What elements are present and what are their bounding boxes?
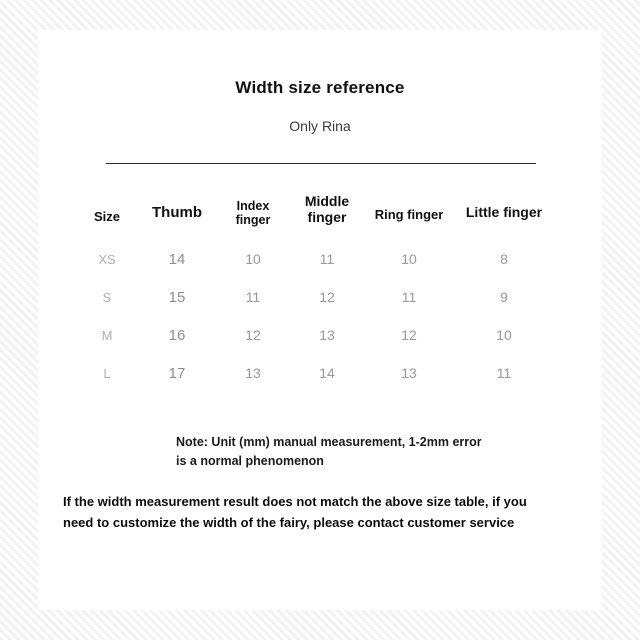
- cell-little: 9: [500, 289, 508, 305]
- cell-ring: 11: [401, 289, 417, 305]
- customer-service-note: [63, 492, 583, 534]
- size-chart-card: [38, 30, 602, 610]
- column-header-thumb: Thumb: [152, 203, 202, 221]
- column-header-size: Size: [93, 208, 120, 224]
- customer-service-line2: need to customize the width of the fairy, please contact customer service: [63, 514, 515, 530]
- table-row: [76, 278, 566, 316]
- cell-middle: 14: [319, 365, 335, 381]
- cell-little: 8: [500, 251, 508, 267]
- column-header-index-line1: Index: [236, 198, 270, 213]
- cell-thumb: 14: [168, 250, 186, 268]
- cell-ring: 12: [401, 327, 417, 343]
- cell-middle: 11: [319, 251, 335, 267]
- cell-ring: 10: [401, 251, 417, 267]
- measurement-note: [176, 433, 576, 472]
- cell-index: 11: [245, 289, 261, 305]
- table-row: [76, 354, 566, 392]
- cell-index: 10: [245, 251, 261, 267]
- measurement-note-line1: Note: Unit (mm) manual measurement, 1-2mm error: [176, 435, 482, 449]
- cell-size: S: [102, 289, 112, 305]
- cell-size: M: [101, 327, 113, 343]
- size-table: [76, 180, 566, 392]
- page-title: Width size reference: [235, 78, 405, 97]
- cell-index: 12: [245, 327, 261, 343]
- cell-ring: 13: [401, 365, 417, 381]
- cell-middle: 12: [319, 289, 335, 305]
- customer-service-line1: If the width measurement result does not match the above size table, if you: [63, 494, 527, 509]
- cell-thumb: 16: [168, 326, 186, 344]
- column-header-ring-finger: Ring finger: [374, 206, 444, 222]
- cell-size: XS: [98, 251, 116, 267]
- cell-thumb: 17: [168, 364, 186, 382]
- column-header-little-finger: Little finger: [465, 204, 543, 220]
- cell-middle: 13: [319, 327, 335, 343]
- measurement-note-line2: is a normal phenomenon: [176, 454, 324, 469]
- column-header-middle-finger: [290, 193, 364, 225]
- table-row: [76, 240, 566, 278]
- cell-size: L: [103, 365, 111, 381]
- column-header-middle-line1: Middle: [304, 192, 350, 209]
- cell-little: 10: [496, 327, 512, 343]
- brand-subtitle: Only Rina: [289, 118, 351, 134]
- table-header-row: [76, 180, 566, 240]
- column-header-index-finger: [216, 199, 290, 228]
- divider: [106, 163, 536, 164]
- table-row: [76, 316, 566, 354]
- cell-little: 11: [496, 365, 512, 381]
- column-header-middle-line2: finger: [307, 209, 347, 225]
- cell-thumb: 15: [168, 288, 186, 306]
- cell-index: 13: [245, 365, 261, 381]
- column-header-index-line2: finger: [235, 213, 271, 227]
